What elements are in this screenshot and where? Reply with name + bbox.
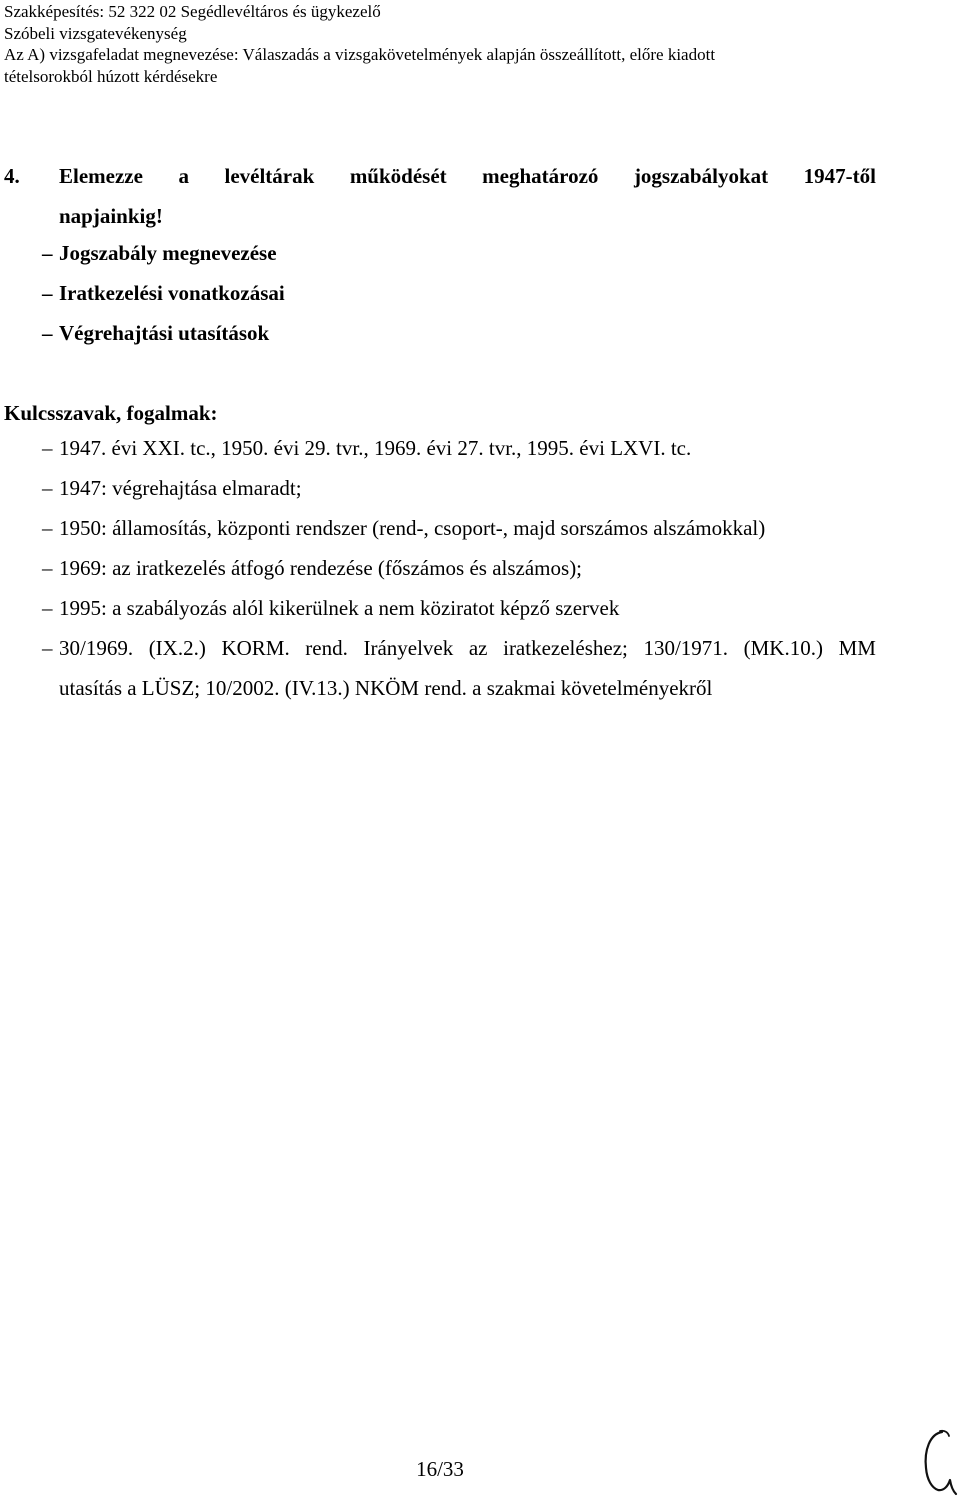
question-word: a [178,164,189,188]
list-item-text: 1947: végrehajtása elmaradt; [59,476,302,500]
question-block [4,156,876,236]
dash-bullet: – [42,636,53,660]
list-item [42,273,285,313]
dash-bullet: – [42,281,53,305]
question-word: működését [349,164,447,188]
list-item [42,468,876,508]
question-word: levéltárak [224,164,315,188]
list-item [42,588,876,628]
dash-bullet: – [42,556,53,580]
question-text [59,156,876,236]
list-item-word: 130/1971. [643,636,729,660]
list-item [42,628,876,708]
list-item-text: 1947. évi XXI. tc., 1950. évi 29. tvr., 1969. évi 27. tvr., 1995. évi LXVI. tc. [59,436,692,460]
dash-bullet: – [42,596,53,620]
question-text-line-2: napjainkig! [59,204,163,228]
page-number: 16/33 [416,1457,464,1481]
list-item-word: (IX.2.) [148,636,206,660]
list-item-word: 30/1969. [59,636,134,660]
document-header [4,1,944,87]
question-word: meghatározó [482,164,599,188]
dash-bullet: – [42,241,53,265]
list-item-text: 1950: államosítás, központi rendszer (rend-, csoport-, majd sorszámos alszámokkal) [59,516,766,540]
header-qualification: Szakképesítés: 52 322 02 Segédlevéltáros és ügykezelő [4,2,381,21]
question-word: jogszabályokat [633,164,769,188]
header-exam-type: Szóbeli vizsgatevékenység [4,23,187,43]
list-item-text: Iratkezelési vonatkozásai [59,281,285,305]
list-item-word: iratkezeléshez; [503,636,628,660]
keywords-list [42,428,876,708]
list-item-text: 1969: az iratkezelés átfogó rendezése (főszámos és alszámos); [59,556,583,580]
list-item-text: Jogszabály megnevezése [59,241,277,265]
dash-bullet: – [42,516,53,540]
dash-bullet: – [42,476,53,500]
header-task-name: Az A) vizsgafeladat megnevezése: Válaszadás a vizsgakövetelmények alapján összeállított, előre kiadott [4,45,716,64]
question-word: 1947-től [803,164,876,188]
question-number: 4. [4,164,20,188]
list-item-text: 1995: a szabályozás alól kikerülnek a nem köziratot képző szervek [59,596,620,620]
handwritten-initial-signature [918,1428,958,1498]
list-item [42,233,285,273]
list-item-word: KORM. [221,636,290,660]
list-item-word: rend. [305,636,348,660]
list-item-word: az [468,636,488,660]
header-task-name-continued: tételsorokból húzott kérdésekre [4,66,218,86]
dash-bullet: – [42,436,53,460]
list-item [42,508,876,548]
keywords-heading: Kulcsszavak, fogalmak: [4,401,218,425]
list-item [42,313,285,353]
dash-bullet: – [42,321,53,345]
list-item-text: Végrehajtási utasítások [59,321,270,345]
list-item [42,428,876,468]
list-item [42,548,876,588]
question-subitems [42,233,285,353]
list-item-text-line-1 [59,628,876,668]
list-item-word: Irányelvek [363,636,454,660]
question-text-line-1 [59,156,876,196]
list-item-text-line-2: utasítás a LÜSZ; 10/2002. (IV.13.) NKÖM rend. a szakmai követelményekről [59,676,713,700]
list-item-word: MM [838,636,876,660]
question-word: Elemezze [59,164,143,188]
list-item-word: (MK.10.) [743,636,823,660]
